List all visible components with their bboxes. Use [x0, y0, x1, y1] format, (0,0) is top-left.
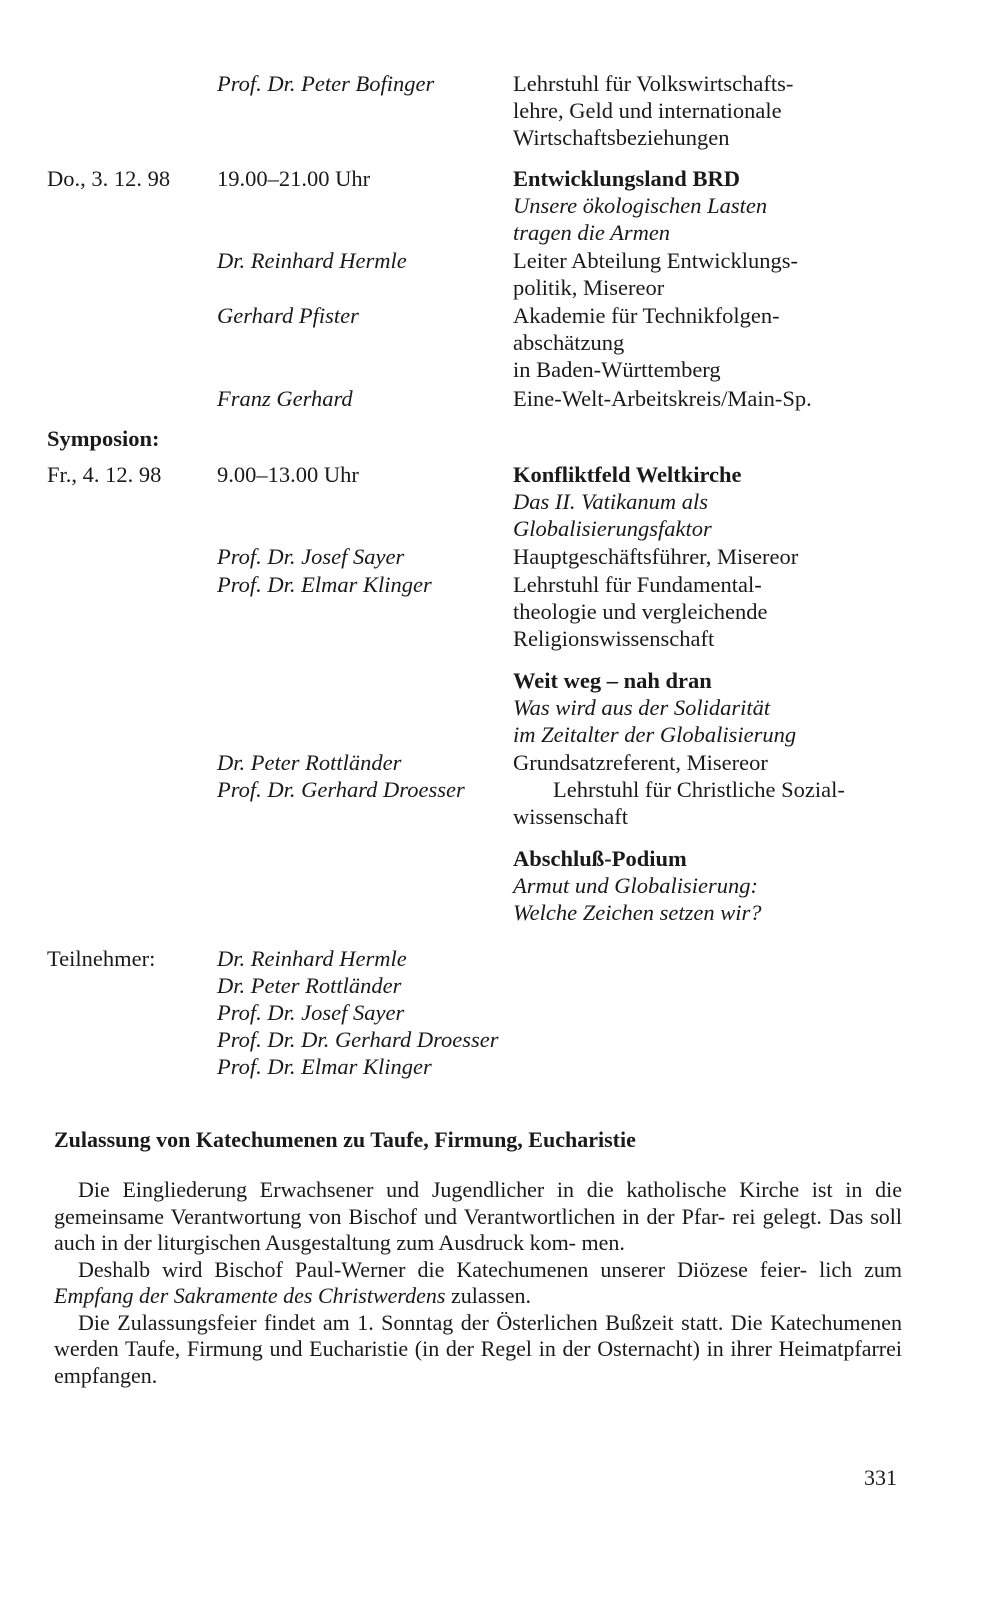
subtitle-line: tragen die Armen: [513, 220, 671, 245]
text-line: rei gelegt. Das soll auch in der liturgischen Ausgestaltung zum Ausdruck kom-: [54, 1203, 902, 1255]
event-subtitle: [513, 488, 712, 542]
affiliation-line: Lehrstuhl für Fundamental-: [513, 572, 762, 597]
subtitle-line: Unsere ökologischen Lasten: [513, 193, 768, 218]
text-line: Deshalb wird Bischof Paul-Werner die Katechumenen unserer Diözese feier-: [78, 1256, 808, 1282]
event-subtitle: [513, 192, 767, 246]
event-subtitle: [513, 694, 796, 748]
text-line: Osternacht) in ihrer Heimatpfarrei empfangen.: [54, 1336, 902, 1388]
section-body: [54, 1177, 902, 1389]
participant-name: Prof. Dr. Josef Sayer: [217, 1000, 405, 1025]
speaker-name: Dr. Peter Rottländer: [217, 750, 402, 775]
affiliation-line: theologie und vergleichende: [513, 599, 768, 624]
event-time: 19.00–21.00 Uhr: [217, 166, 371, 191]
text-line: Die Zulassungsfeier findet am 1. Sonntag der Österlichen Bußzeit statt. Die: [78, 1309, 763, 1335]
affiliation-line: Akademie für Technikfolgen-: [513, 303, 780, 328]
subtitle-line: Welche Zeichen setzen wir?: [513, 900, 762, 925]
speaker-affiliation-first-line: Lehrstuhl für Christliche Sozial-: [553, 777, 845, 802]
text-line: men.: [581, 1230, 625, 1255]
speaker-name: Gerhard Pfister: [217, 303, 359, 328]
speaker-name: Prof. Dr. Josef Sayer: [217, 544, 405, 569]
participant-name: Dr. Reinhard Hermle: [217, 946, 407, 971]
speaker-affiliation: wissenschaft: [513, 804, 628, 829]
affiliation-line: abschätzung: [513, 330, 625, 355]
affiliation-line: Lehrstuhl für Volkswirtschafts-: [513, 71, 794, 96]
affiliation-line: politik, Misereor: [513, 275, 665, 300]
participants-label: Teilnehmer:: [47, 946, 156, 971]
speaker-affiliation: [513, 302, 780, 383]
italic-phrase: Empfang der Sakramente des Christwerdens: [54, 1283, 446, 1308]
speaker-affiliation: [513, 385, 812, 412]
symposion-label: Symposion:: [47, 426, 160, 451]
text-span: lich zum: [819, 1256, 902, 1282]
affiliation-line: Eine-Welt-Arbeitskreis/Main-Sp.: [513, 386, 812, 411]
speaker-affiliation: [513, 70, 793, 151]
text-span: zulassen.: [445, 1283, 532, 1308]
affiliation-line: lehre, Geld und internationale: [513, 98, 782, 123]
affiliation-line: Grundsatzreferent, Misereor: [513, 750, 768, 775]
speaker-affiliation: [513, 749, 768, 776]
text-line: in die gemeinsame Verantwortung von Bischof und Verantwortlichen in der Pfar-: [54, 1177, 902, 1229]
subtitle-line: im Zeitalter der Globalisierung: [513, 722, 797, 747]
participant-name: Prof. Dr. Dr. Gerhard Droesser: [217, 1027, 499, 1052]
affiliation-line: Leiter Abteilung Entwicklungs-: [513, 248, 798, 273]
participant-name: Prof. Dr. Elmar Klinger: [217, 1054, 432, 1079]
section-heading: Zulassung von Katechumenen zu Taufe, Firmung, Eucharistie: [54, 1127, 636, 1152]
event-time: 9.00–13.00 Uhr: [217, 462, 359, 487]
participant-name: Dr. Peter Rottländer: [217, 973, 402, 998]
affiliation-line: Wirtschaftsbeziehungen: [513, 125, 730, 150]
affiliation-line: Hauptgeschäftsführer, Misereor: [513, 544, 799, 569]
speaker-affiliation: [513, 543, 798, 570]
affiliation-line: in Baden-Württemberg: [513, 357, 721, 382]
text-line: Die Eingliederung Erwachsener und Jugendlicher in die katholische Kirche ist: [78, 1177, 833, 1202]
speaker-affiliation: [513, 571, 768, 652]
event-title: Abschluß-Podium: [513, 846, 687, 871]
speaker-name: Dr. Reinhard Hermle: [217, 248, 407, 273]
speaker-affiliation: [513, 247, 798, 301]
text-line: Katechumenen werden Taufe, Firmung und Eucharistie (in der Regel in der: [54, 1309, 903, 1361]
page-number: 331: [864, 1465, 897, 1490]
subtitle-line: Das II. Vatikanum als: [513, 489, 708, 514]
event-subtitle: [513, 872, 762, 926]
paragraph: [54, 1177, 902, 1257]
subtitle-line: Was wird aus der Solidarität: [513, 695, 771, 720]
event-title: Entwicklungsland BRD: [513, 166, 740, 191]
subtitle-line: Globalisierungsfaktor: [513, 516, 712, 541]
event-date: Do., 3. 12. 98: [47, 166, 171, 191]
speaker-name: Franz Gerhard: [217, 386, 353, 411]
speaker-name: Prof. Dr. Peter Bofinger: [217, 71, 435, 96]
paragraph: [54, 1310, 902, 1390]
subtitle-line: Armut und Globalisierung:: [513, 873, 758, 898]
paragraph: [54, 1257, 902, 1310]
affiliation-line: Religionswissenschaft: [513, 626, 715, 651]
speaker-name: Prof. Dr. Elmar Klinger: [217, 572, 432, 597]
event-title: Konfliktfeld Weltkirche: [513, 462, 742, 487]
event-title: Weit weg – nah dran: [513, 668, 712, 693]
participants-list: [217, 945, 498, 1080]
speaker-name: Prof. Dr. Gerhard Droesser: [217, 777, 465, 802]
event-date: Fr., 4. 12. 98: [47, 462, 162, 487]
